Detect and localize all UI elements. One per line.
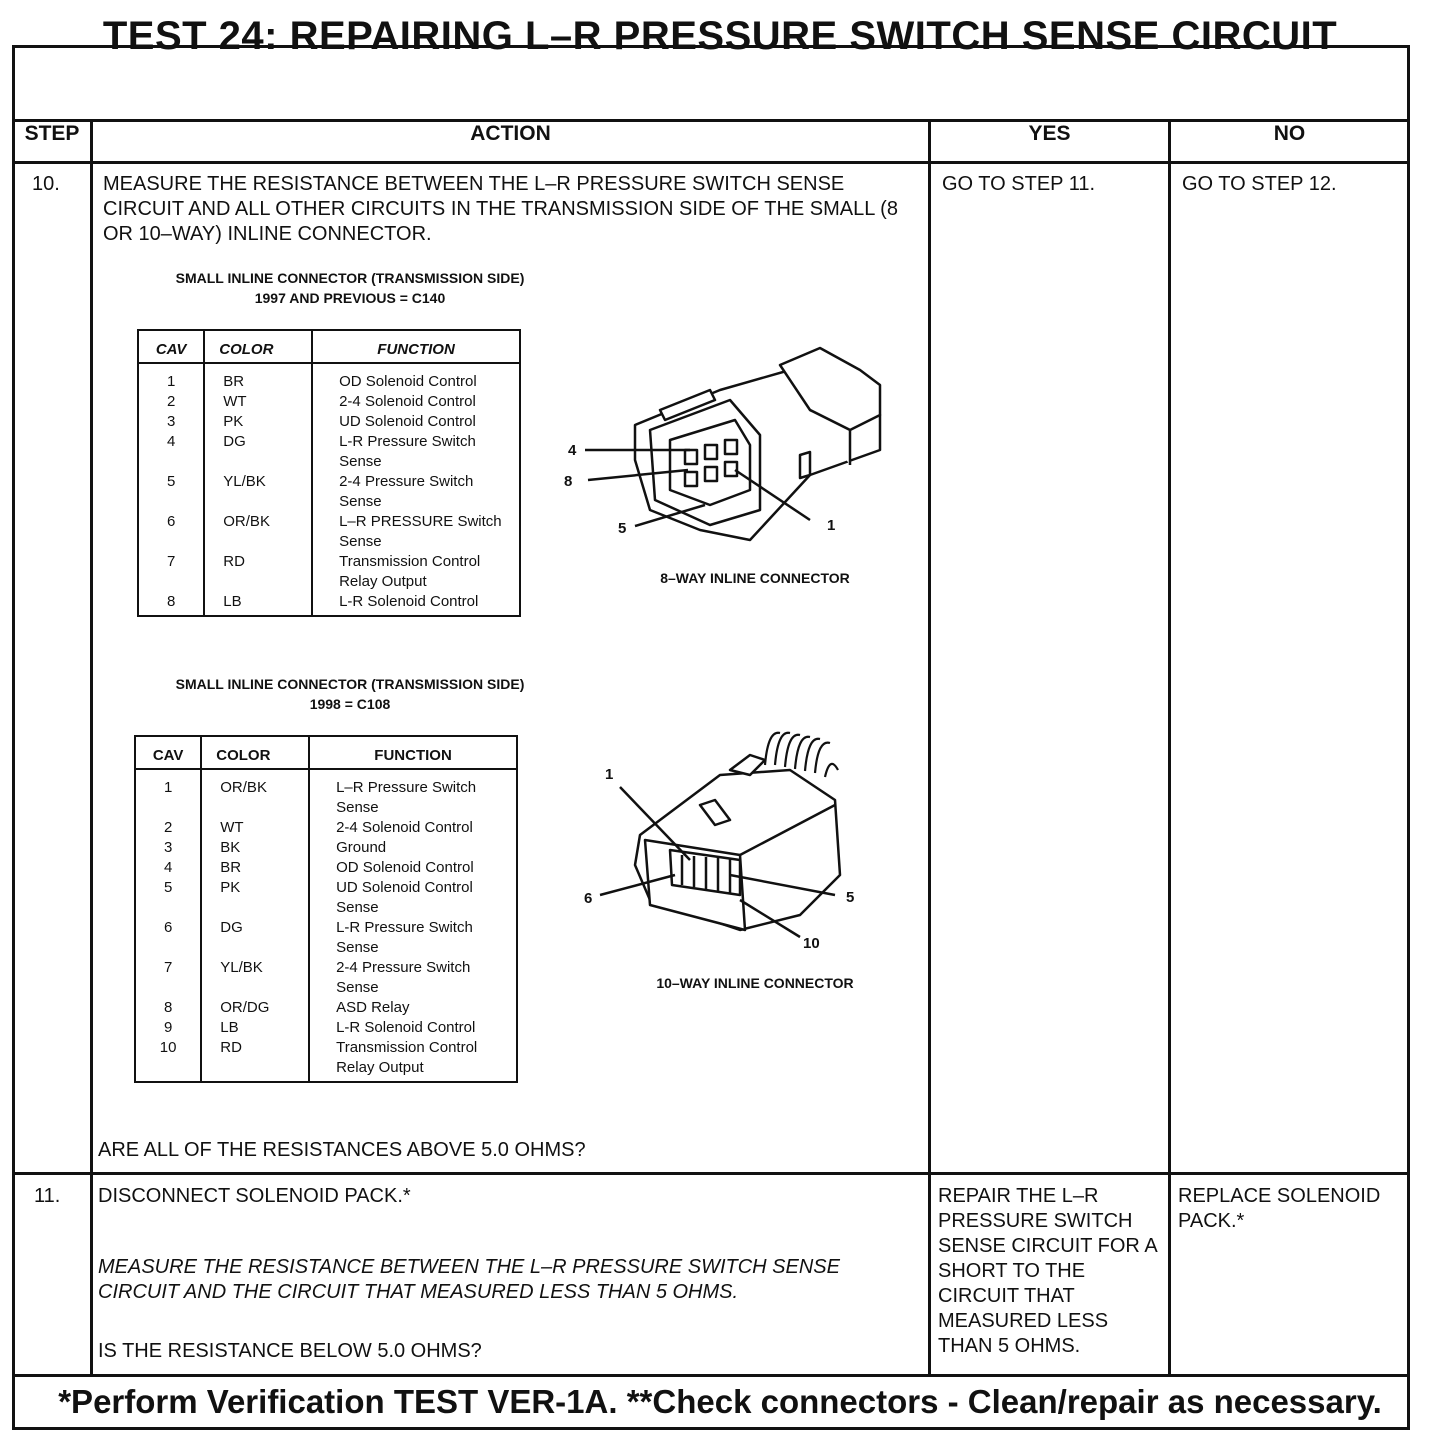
caption-line: SMALL INLINE CONNECTOR (TRANSMISSION SIDE) xyxy=(175,270,525,286)
color-cell: LB xyxy=(204,592,312,616)
function-cell: 2-4 Pressure Switch Sense xyxy=(336,959,471,996)
column-header: FUNCTION xyxy=(309,736,517,769)
step-action: DISCONNECT SOLENOID PACK.* xyxy=(98,1185,411,1207)
step-no: REPLACE SOLENOID PACK.* xyxy=(1178,1185,1381,1232)
pin-label: 1 xyxy=(605,766,614,783)
color-cell: LB xyxy=(201,1018,309,1038)
function-cell: ASD Relay xyxy=(336,999,410,1016)
function-cell: UD Solenoid Control xyxy=(339,413,476,430)
caption-line: 1998 = C108 xyxy=(309,696,391,712)
connector-caption xyxy=(130,674,570,714)
step-yes: REPAIR THE L–R PRESSURE SWITCH SENSE CIRCUIT FOR A SHORT TO THE CIRCUIT THAT MEASURED LESS THAN 5 OHMS. xyxy=(938,1185,1157,1357)
cav-cell: 3 xyxy=(138,412,204,432)
column-header: CAV xyxy=(135,736,201,769)
cav-cell: 4 xyxy=(138,432,204,472)
table-row xyxy=(135,998,517,1018)
column-header: COLOR xyxy=(201,736,309,769)
function-cell: L–R Pressure Switch Sense xyxy=(336,779,477,816)
cav-cell: 1 xyxy=(135,769,201,818)
header-action: ACTION xyxy=(470,122,551,145)
color-cell: PK xyxy=(201,878,309,918)
function-cell: 2-4 Pressure Switch Sense xyxy=(339,473,474,510)
pin-label: 10 xyxy=(803,935,820,952)
caption-line: 1997 AND PREVIOUS = C140 xyxy=(254,290,446,306)
function-cell: Transmission Control Relay Output xyxy=(336,1039,478,1076)
color-cell: DG xyxy=(201,918,309,958)
function-cell: OD Solenoid Control xyxy=(336,859,474,876)
table-row xyxy=(135,1038,517,1082)
function-cell: OD Solenoid Control xyxy=(339,373,477,390)
color-cell: OR/DG xyxy=(201,998,309,1018)
diagram-label: 8–WAY INLINE CONNECTOR xyxy=(660,570,850,586)
color-cell: DG xyxy=(204,432,312,472)
pin-label: 1 xyxy=(827,517,836,534)
cav-cell: 10 xyxy=(135,1038,201,1082)
table-row xyxy=(138,472,520,512)
column-header: CAV xyxy=(138,330,204,363)
divider xyxy=(1168,119,1171,1375)
pin-label: 6 xyxy=(584,890,593,907)
pin-label: 4 xyxy=(568,442,577,459)
divider xyxy=(928,119,931,1375)
function-cell: 2-4 Solenoid Control xyxy=(339,393,476,410)
table-row xyxy=(135,838,517,858)
table-row xyxy=(138,512,520,552)
page-title: TEST 24: REPAIRING L–R PRESSURE SWITCH SENSE CIRCUIT xyxy=(102,14,1338,58)
step-number: 11. xyxy=(34,1185,61,1207)
column-header: FUNCTION xyxy=(312,330,520,363)
connector-10-table xyxy=(134,735,518,1083)
color-cell: WT xyxy=(201,818,309,838)
step-question: IS THE RESISTANCE BELOW 5.0 OHMS? xyxy=(98,1340,482,1362)
color-cell: RD xyxy=(201,1038,309,1082)
function-cell: L-R Pressure Switch Sense xyxy=(336,919,473,956)
table-row xyxy=(138,392,520,412)
color-cell: YL/BK xyxy=(201,958,309,998)
table-row xyxy=(138,592,520,616)
column-header: COLOR xyxy=(204,330,312,363)
header-no: NO xyxy=(1273,122,1306,145)
table-row xyxy=(138,432,520,472)
table-row xyxy=(138,552,520,592)
cav-cell: 6 xyxy=(135,918,201,958)
cav-cell: 4 xyxy=(135,858,201,878)
step-number: 10. xyxy=(32,173,60,195)
divider xyxy=(12,1172,1410,1175)
cav-cell: 8 xyxy=(135,998,201,1018)
step-action-measure: MEASURE THE RESISTANCE BETWEEN THE L–R PRESSURE SWITCH SENSE CIRCUIT AND THE CIRCUIT THAT MEASURED LESS THAN 5 OHMS. xyxy=(98,1256,840,1303)
connector-10-way-diagram xyxy=(590,725,870,955)
cav-cell: 6 xyxy=(138,512,204,552)
table-row xyxy=(135,878,517,918)
connector-8-way-diagram xyxy=(560,340,900,560)
caption-line: SMALL INLINE CONNECTOR (TRANSMISSION SIDE) xyxy=(175,676,525,692)
function-cell: Transmission Control Relay Output xyxy=(339,553,481,590)
diagram-label: 10–WAY INLINE CONNECTOR xyxy=(656,975,854,991)
function-cell: L-R Solenoid Control xyxy=(336,1019,476,1036)
color-cell: PK xyxy=(204,412,312,432)
table-row xyxy=(135,1018,517,1038)
divider xyxy=(90,119,93,1375)
table-row xyxy=(135,858,517,878)
table-row xyxy=(138,363,520,392)
step-question: ARE ALL OF THE RESISTANCES ABOVE 5.0 OHMS? xyxy=(98,1139,586,1161)
table-row xyxy=(135,769,517,818)
step-no: GO TO STEP 12. xyxy=(1182,173,1337,195)
footer-note: *Perform Verification TEST VER-1A. **Check connectors - Clean/repair as necessary. xyxy=(58,1383,1382,1420)
color-cell: BK xyxy=(201,838,309,858)
table-row xyxy=(135,918,517,958)
cav-cell: 8 xyxy=(138,592,204,616)
step-action: MEASURE THE RESISTANCE BETWEEN THE L–R PRESSURE SWITCH SENSE CIRCUIT AND ALL OTHER CIRCUITS IN THE TRANSMISSION SIDE OF THE SMALL (8 OR 10–WAY) INLINE CONNECTOR. xyxy=(103,173,898,245)
cav-cell: 1 xyxy=(138,363,204,392)
divider xyxy=(12,1374,1410,1377)
color-cell: OR/BK xyxy=(201,769,309,818)
step-yes: GO TO STEP 11. xyxy=(942,173,1096,195)
color-cell: RD xyxy=(204,552,312,592)
cav-cell: 2 xyxy=(138,392,204,412)
function-cell: 2-4 Solenoid Control xyxy=(336,819,473,836)
cav-cell: 7 xyxy=(138,552,204,592)
function-cell: Ground xyxy=(336,839,387,856)
pin-label: 5 xyxy=(618,520,627,537)
color-cell: BR xyxy=(204,363,312,392)
connector-caption xyxy=(130,268,570,308)
color-cell: WT xyxy=(204,392,312,412)
function-cell: L–R PRESSURE Switch Sense xyxy=(339,513,502,550)
cav-cell: 5 xyxy=(135,878,201,918)
header-yes: YES xyxy=(1028,122,1071,145)
cav-cell: 2 xyxy=(135,818,201,838)
function-cell: L-R Solenoid Control xyxy=(339,593,479,610)
table-row xyxy=(135,958,517,998)
connector-8-table xyxy=(137,329,521,617)
color-cell: YL/BK xyxy=(204,472,312,512)
cav-cell: 9 xyxy=(135,1018,201,1038)
table-row xyxy=(138,412,520,432)
function-cell: UD Solenoid Control Sense xyxy=(336,879,473,916)
pin-label: 8 xyxy=(564,473,573,490)
color-cell: OR/BK xyxy=(204,512,312,552)
color-cell: BR xyxy=(201,858,309,878)
cav-cell: 3 xyxy=(135,838,201,858)
table-row xyxy=(135,818,517,838)
cav-cell: 7 xyxy=(135,958,201,998)
header-step: STEP xyxy=(24,122,80,145)
pin-label: 5 xyxy=(846,889,855,906)
function-cell: L-R Pressure Switch Sense xyxy=(339,433,476,470)
cav-cell: 5 xyxy=(138,472,204,512)
divider xyxy=(12,161,1410,164)
